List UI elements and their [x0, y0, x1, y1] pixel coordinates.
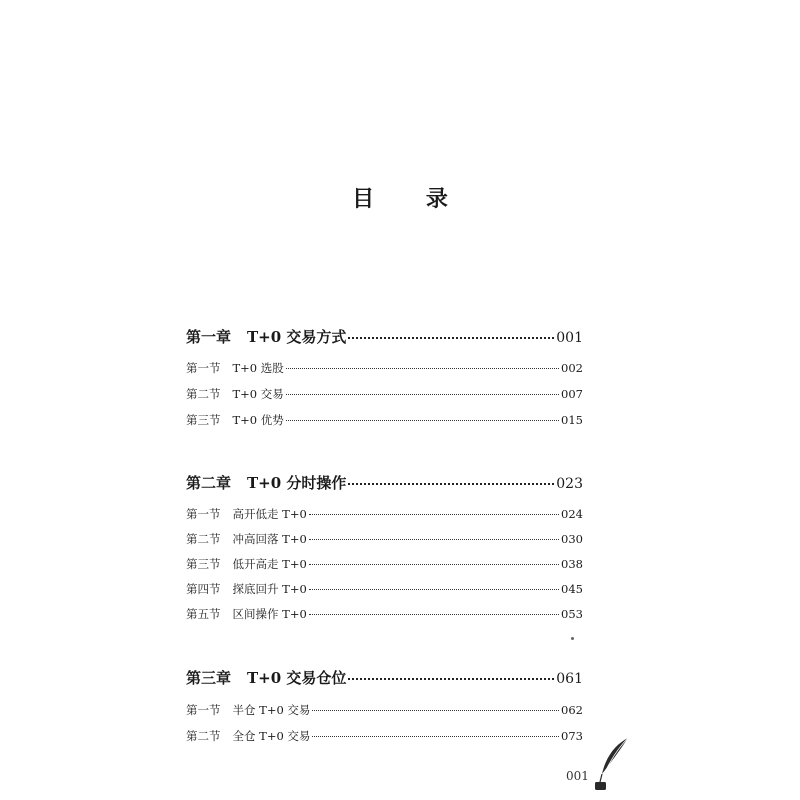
chapter-page-number: 001: [556, 330, 583, 346]
chapter-title: T+0 交易仓位: [247, 669, 347, 687]
section-title: 全仓 T+0 交易: [232, 729, 311, 743]
section-2-5-entry: [186, 606, 583, 622]
chapter-page-number: 023: [556, 476, 583, 492]
page-number: 001: [566, 769, 589, 783]
section-title: T+0 选股: [232, 361, 284, 375]
chapter-2-entry: [186, 472, 583, 493]
page-title: 目 录: [352, 186, 470, 212]
section-page-number: 062: [561, 703, 583, 717]
chapter-title: T+0 交易方式: [247, 328, 347, 346]
section-title: 区间操作 T+0: [232, 607, 307, 621]
dot-leader: [312, 710, 559, 711]
section-title: T+0 优势: [232, 413, 284, 427]
section-2-3-entry: [186, 556, 583, 572]
section-number: 第一节: [186, 361, 221, 375]
section-number: 第三节: [186, 413, 221, 427]
dot-leader: [286, 394, 559, 395]
dot-leader: [309, 539, 559, 540]
section-number: 第一节: [186, 507, 221, 521]
section-title: T+0 交易: [232, 387, 284, 401]
section-title: 半仓 T+0 交易: [232, 703, 311, 717]
section-page-number: 038: [561, 557, 583, 571]
section-title: 低开高走 T+0: [232, 557, 307, 571]
section-number: 第二节: [186, 729, 221, 743]
section-title: 高开低走 T+0: [232, 507, 307, 521]
dot-leader: [348, 678, 554, 680]
section-2-2-entry: [186, 531, 583, 547]
dot-leader: [309, 614, 559, 615]
chapter-number: 第三章: [186, 669, 232, 687]
section-page-number: 007: [561, 387, 583, 401]
section-number: 第一节: [186, 703, 221, 717]
chapter-3-entry: [186, 667, 583, 688]
chapter-title: T+0 分时操作: [247, 474, 347, 492]
section-number: 第二节: [186, 387, 221, 401]
section-page-number: 030: [561, 532, 583, 546]
section-number: 第三节: [186, 557, 221, 571]
section-1-2-entry: [186, 386, 583, 402]
section-page-number: 073: [561, 729, 583, 743]
section-page-number: 002: [561, 361, 583, 375]
section-title: 探底回升 T+0: [232, 582, 307, 596]
chapter-number: 第一章: [186, 328, 232, 346]
section-page-number: 015: [561, 413, 583, 427]
section-number: 第四节: [186, 582, 221, 596]
dot-leader: [309, 589, 559, 590]
section-page-number: 053: [561, 607, 583, 621]
dot-leader: [309, 514, 559, 515]
chapter-page-number: 061: [556, 671, 583, 687]
section-page-number: 024: [561, 507, 583, 521]
dot-leader: [309, 564, 559, 565]
section-title: 冲高回落 T+0: [232, 532, 307, 546]
dot-leader: [348, 337, 554, 339]
chapter-1-entry: [186, 326, 583, 347]
chapter-number: 第二章: [186, 474, 232, 492]
section-number: 第五节: [186, 607, 221, 621]
quill-pen-icon: [594, 736, 630, 792]
section-2-4-entry: [186, 581, 583, 597]
section-page-number: 045: [561, 582, 583, 596]
section-2-1-entry: [186, 506, 583, 522]
dot-leader: [312, 736, 559, 737]
section-3-2-entry: [186, 728, 583, 744]
section-3-1-entry: [186, 702, 583, 718]
section-number: 第二节: [186, 532, 221, 546]
dot-leader: [286, 368, 559, 369]
dot-leader: [348, 483, 554, 485]
section-1-1-entry: [186, 360, 583, 376]
ink-speck: [571, 637, 574, 640]
section-1-3-entry: [186, 412, 583, 428]
dot-leader: [286, 420, 559, 421]
